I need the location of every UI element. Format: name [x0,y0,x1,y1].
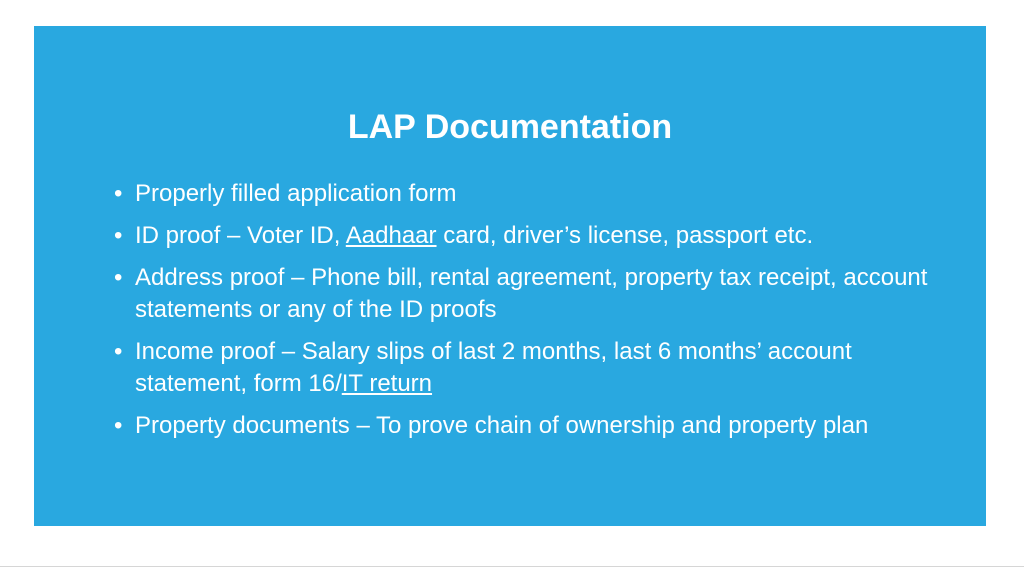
bullet-text: Address proof – Phone bill, rental agreement, property tax receipt, account statements or any of the ID proofs [135,264,928,323]
bullet-item-address-proof [114,262,954,326]
aadhaar-link[interactable]: Aadhaar [345,222,437,249]
bullet-icon: • [114,180,123,207]
bullet-text: Properly filled application form [135,180,457,207]
bullet-icon: • [114,338,123,365]
bullet-icon: • [114,222,123,249]
bullet-text: Income proof – Salary slips of last 2 months, last 6 months’ account statement, form 16/ [135,338,852,397]
bullet-item-income-proof [114,336,954,400]
bottom-divider [0,566,1024,567]
bullet-text-end: card, driver’s license, passport etc. [436,222,814,249]
bullet-item-application-form [114,178,954,210]
slide-title: LAP Documentation [347,108,673,146]
bullet-text: ID proof – Voter ID, [135,222,346,249]
bullet-icon: • [114,412,123,439]
bullet-icon: • [114,264,123,291]
it-return-link[interactable]: IT return [341,370,433,397]
bullet-text: Property documents – To prove chain of ownership and property plan [135,412,869,439]
bullet-list [114,178,954,452]
bullet-item-id-proof [114,220,954,252]
slide [34,26,986,526]
bullet-item-property-documents [114,410,954,442]
